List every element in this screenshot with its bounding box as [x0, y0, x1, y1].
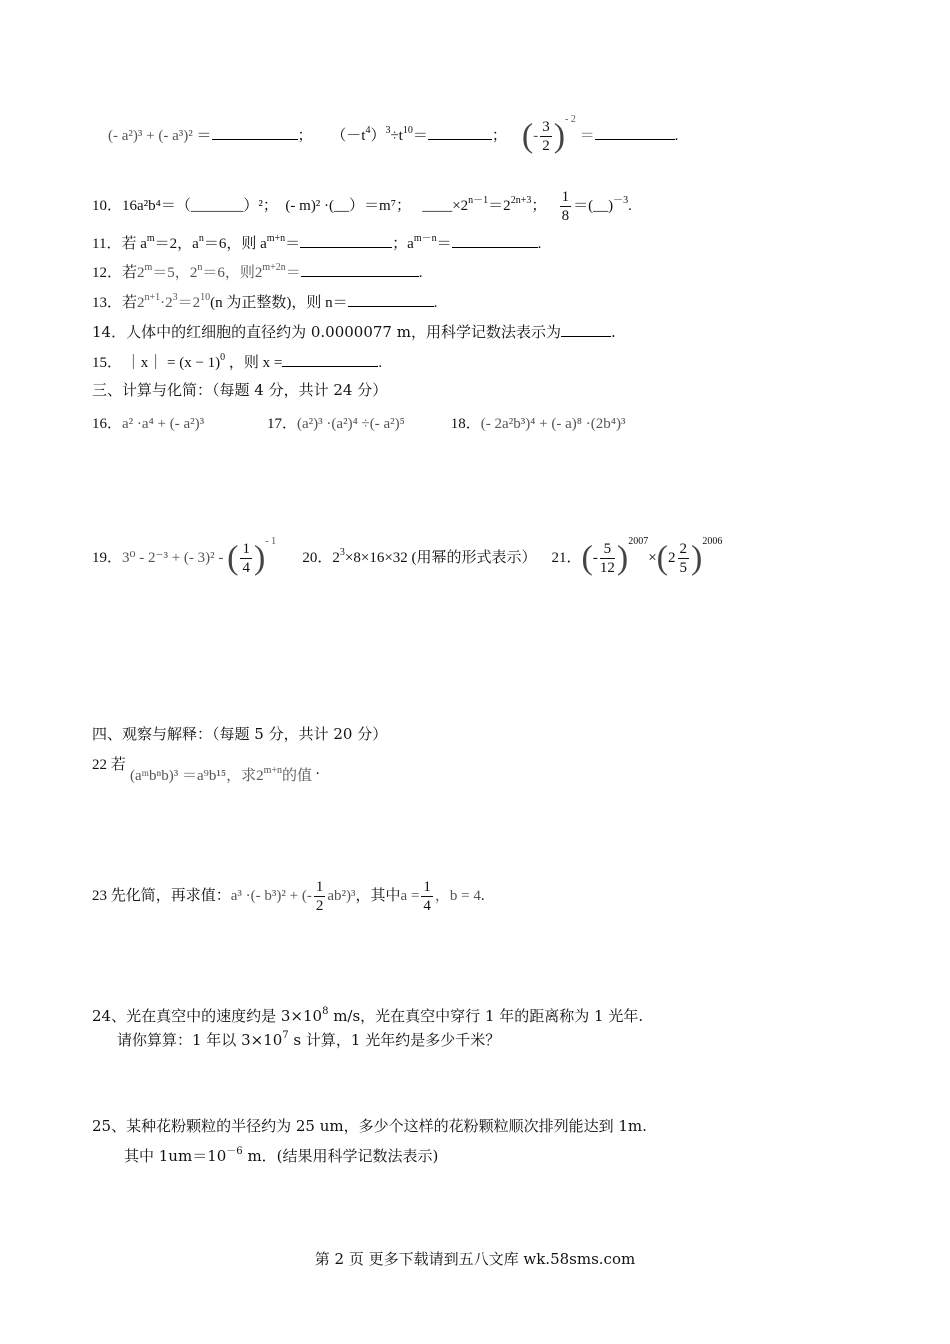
q18-number: 18．: [450, 416, 481, 432]
question-12: [92, 262, 423, 283]
q12-p5: 2: [254, 265, 263, 281]
q12-p2: ＝5，: [152, 265, 190, 281]
q21-frac2-num: 2: [679, 541, 687, 557]
q23-frac-den: 2: [315, 898, 324, 914]
q17-expr: (a²)³ ·(a²)⁴ ÷(- a²)⁵: [297, 416, 405, 432]
q24-l1-exp: 8: [322, 1006, 329, 1017]
q13-blank: [348, 292, 434, 307]
q23-frac-num: 1: [315, 879, 324, 895]
q12-end: .: [418, 265, 423, 281]
q19-frac-exp: - 1: [265, 535, 277, 547]
q23-expr2: ab²)³: [327, 887, 356, 904]
q23-fraction: [314, 878, 326, 915]
q20-rest: ×8×16×32 (用幂的形式表示）: [344, 549, 537, 566]
q23-a-num: 1: [423, 879, 431, 895]
q12-p1: 2: [137, 265, 145, 281]
q15-blank: [282, 352, 378, 367]
question-22-expr: [130, 762, 320, 786]
section-4-title: 四、观察与解释：（每题 5 分，共计 20 分）: [92, 725, 388, 743]
q23-b: ，b = 4: [434, 887, 481, 904]
q9-expr2: [331, 124, 413, 144]
q10-d-rest: ＝(__): [573, 197, 614, 214]
q19-expr: 3⁰ - 2⁻³ + (- 3)² -: [122, 549, 224, 566]
q16-expr: a² ·a⁴ + (- a²)³: [122, 416, 205, 432]
q14-text: 14．人体中的红细胞的直径约为 0.0000077 m，用科学记数法表示为: [92, 323, 561, 341]
q10-frac-num: 1: [561, 189, 570, 205]
question-22: [92, 755, 126, 775]
q10-number: 10．: [92, 197, 123, 214]
q12-p6: ＝: [285, 265, 301, 281]
q11-end: .: [537, 236, 542, 252]
q10-part-b: (- m)² ·(__）＝m⁷；: [285, 197, 411, 214]
q13-number: 13．若: [92, 295, 138, 311]
q21-exp2: 2006: [702, 535, 723, 547]
q18-expr: (- 2a²b³)⁴ + (- a)⁸ ·(2b⁴)³: [480, 416, 626, 432]
q13-p3: ＝2: [177, 295, 201, 311]
q9-expr1: (- a²)³ + (- a³)²: [108, 127, 193, 144]
q19-number: 19．: [92, 549, 123, 566]
q22-exp: m+n: [263, 765, 282, 776]
q19-frac-den: 4: [242, 560, 250, 576]
q22-tail: 的值: [282, 768, 313, 784]
q10-part-a: 16a²b⁴＝（_______）²；: [122, 197, 278, 214]
q9-sep2: ；: [491, 127, 507, 144]
question-13: [92, 292, 437, 313]
q23-a: a =: [400, 887, 420, 904]
q9-expr2-div: ÷t: [390, 127, 403, 144]
q9-expr3-minus: -: [533, 127, 539, 144]
q9-blank1: [212, 125, 298, 140]
q10-d-exp: －3: [613, 194, 629, 206]
q17-number: 17．: [267, 416, 298, 432]
q11-blank1: [300, 233, 392, 248]
q21-frac1-den: 12: [599, 560, 615, 576]
q22-end: .: [315, 762, 320, 778]
q9-frac-num: 3: [542, 119, 550, 135]
question-14: [92, 322, 616, 342]
q23-prefix: 23 先化简，再求值：: [92, 887, 231, 904]
q9-eq2: ＝: [412, 127, 428, 144]
question-9: [108, 113, 679, 155]
q12-e2: n: [197, 262, 203, 273]
q9-blank2: [428, 125, 492, 140]
q24-l1-pre: 24、光在真空中的速度约是 3×10: [92, 1007, 323, 1025]
q9-expr2-mid: ）: [370, 127, 386, 144]
q15-end: .: [378, 355, 383, 371]
q9-fraction: [540, 118, 552, 155]
q24-l2-pre: 请你算算：1 年以 3×10: [117, 1031, 283, 1049]
q21-frac1-num: 5: [600, 540, 615, 559]
q10-c-exp1: n－1: [468, 194, 489, 206]
q9-rparen: ): [553, 117, 566, 155]
q13-e3: 10: [200, 292, 211, 303]
q13-p4: (n 为正整数)，则 n＝: [210, 295, 348, 311]
page-footer: 第 2 页 更多下载请到五八文库 wk.58sms.com: [314, 1250, 636, 1268]
section-3-title: 三、计算与化简：（每题 4 分，共计 24 分）: [92, 381, 388, 399]
q9-eq1: ＝: [196, 127, 212, 144]
q15-mid: ，则 x =: [225, 355, 283, 371]
q14-blank: [561, 322, 611, 337]
q25-l2-post: m．(结果用科学记数法表示): [242, 1147, 439, 1165]
q21-lparen2: (: [656, 539, 668, 577]
q13-e2: 3: [172, 292, 178, 303]
q11-blank2: [452, 233, 538, 248]
q23-mid: ，其中: [355, 887, 401, 904]
q11-t7: ；a: [392, 236, 414, 252]
q13-end: .: [433, 295, 438, 311]
q21-rparen1: ): [616, 539, 629, 577]
q10-c-mid: ＝2: [488, 197, 511, 214]
q10-part-c: ____×2: [422, 197, 469, 214]
q25-l2-pre: 其中 1um＝10: [124, 1147, 227, 1165]
question-10: [92, 188, 632, 225]
q24-l2-exp: 7: [282, 1030, 289, 1041]
q15-text: 15． ｜x｜ = (x − 1): [92, 355, 221, 371]
q14-end: .: [610, 323, 616, 341]
q11-t8: m－n: [413, 233, 437, 244]
q21-number: 21．: [551, 549, 582, 566]
question-25-line-2: [124, 1146, 438, 1166]
q13-p1: 2: [137, 295, 145, 311]
q12-number: 12．若: [92, 265, 138, 281]
q12-p3: 2: [189, 265, 198, 281]
q23-a-fraction: [421, 878, 433, 915]
q19-frac-num: 1: [242, 541, 250, 557]
q9-lparen: (: [521, 117, 534, 155]
q15-exp: 0: [220, 352, 226, 363]
q21-frac2-den: 5: [679, 560, 687, 576]
q21-rparen2: ): [691, 539, 703, 577]
questions-19-21: [92, 535, 723, 577]
q20-exp: 3: [339, 546, 345, 558]
q21-times: ×: [648, 549, 657, 566]
q13-p2: ·2: [160, 295, 173, 311]
q19-rparen: ): [253, 539, 266, 577]
q11-t1: m: [146, 233, 155, 244]
q21-minus: -: [592, 549, 598, 566]
q22-number: 22 若: [92, 757, 126, 773]
q11-t4: ＝6，则 a: [203, 236, 267, 252]
q19-lparen: (: [227, 539, 239, 577]
q12-e3: m+2n: [262, 262, 286, 273]
q25-l2-exp: －6: [226, 1146, 243, 1157]
question-25-line-1: 25、某种花粉颗粒的半径约为 25 um，多少个这样的花粉颗粒顺次排列能达到 1m.: [92, 1117, 647, 1135]
question-24-line-2: [117, 1030, 500, 1050]
q13-e1: n+1: [144, 292, 161, 303]
q9-expr3-exp: - 2: [565, 113, 576, 125]
q24-l2-post: s 计算，1 光年约是多少千米？: [288, 1031, 501, 1049]
q23-end: .: [480, 887, 485, 904]
q10-d-end: .: [628, 197, 632, 214]
q11-t9: ＝: [436, 236, 452, 252]
q24-l1-post: m/s，光在真空中穿行 1 年的距离称为 1 光年.: [328, 1007, 644, 1025]
q16-number: 16．: [92, 416, 123, 432]
question-15: [92, 352, 382, 373]
q11-t2: ＝2，a: [154, 236, 199, 252]
q10-c-sep: ；: [531, 197, 547, 214]
q23-expr: a³ ·(- b³)² + (-: [230, 887, 312, 904]
q9-end: .: [674, 127, 679, 144]
q20-text: 20．2: [302, 549, 340, 566]
q22-base: 2: [256, 768, 264, 784]
q12-p4: ＝6，则: [202, 265, 255, 281]
question-11: [92, 233, 541, 254]
q12-blank: [301, 262, 419, 277]
q19-fraction: [240, 540, 252, 577]
q9-frac-den: 2: [542, 138, 550, 154]
q11-t6: ＝: [285, 236, 301, 252]
question-24-line-1: [92, 1006, 643, 1026]
q9-expr2-left: （－t: [331, 127, 366, 144]
q21-lparen1: (: [581, 539, 593, 577]
q9-eq3: ＝: [579, 127, 595, 144]
question-23: [92, 878, 485, 915]
q21-fraction2: [678, 540, 690, 577]
q23-a-den: 4: [423, 898, 431, 914]
q10-fraction: [560, 188, 572, 225]
q11-text: 11．若 a: [92, 236, 147, 252]
q9-sep1: ；: [297, 127, 313, 144]
q21-exp1: 2007: [628, 535, 649, 547]
q9-expr2-exp3: 10: [402, 124, 413, 136]
q9-blank3: [595, 125, 675, 140]
q9-expr2-exp2: 3: [385, 124, 391, 136]
q21-whole: 2: [668, 549, 676, 566]
q11-t5: m+n: [266, 233, 286, 244]
questions-16-18: [92, 414, 625, 434]
q12-e1: m: [144, 262, 153, 273]
q22-expr: (aᵐbⁿb)³ ＝a⁹b¹⁵，求: [130, 768, 257, 784]
q9-expr2-exp1: 4: [365, 124, 371, 136]
q21-fraction1: [600, 540, 615, 577]
q11-t3: n: [198, 233, 204, 244]
q10-c-exp2: 2n+3: [510, 194, 532, 206]
q10-frac-den: 8: [561, 208, 570, 224]
